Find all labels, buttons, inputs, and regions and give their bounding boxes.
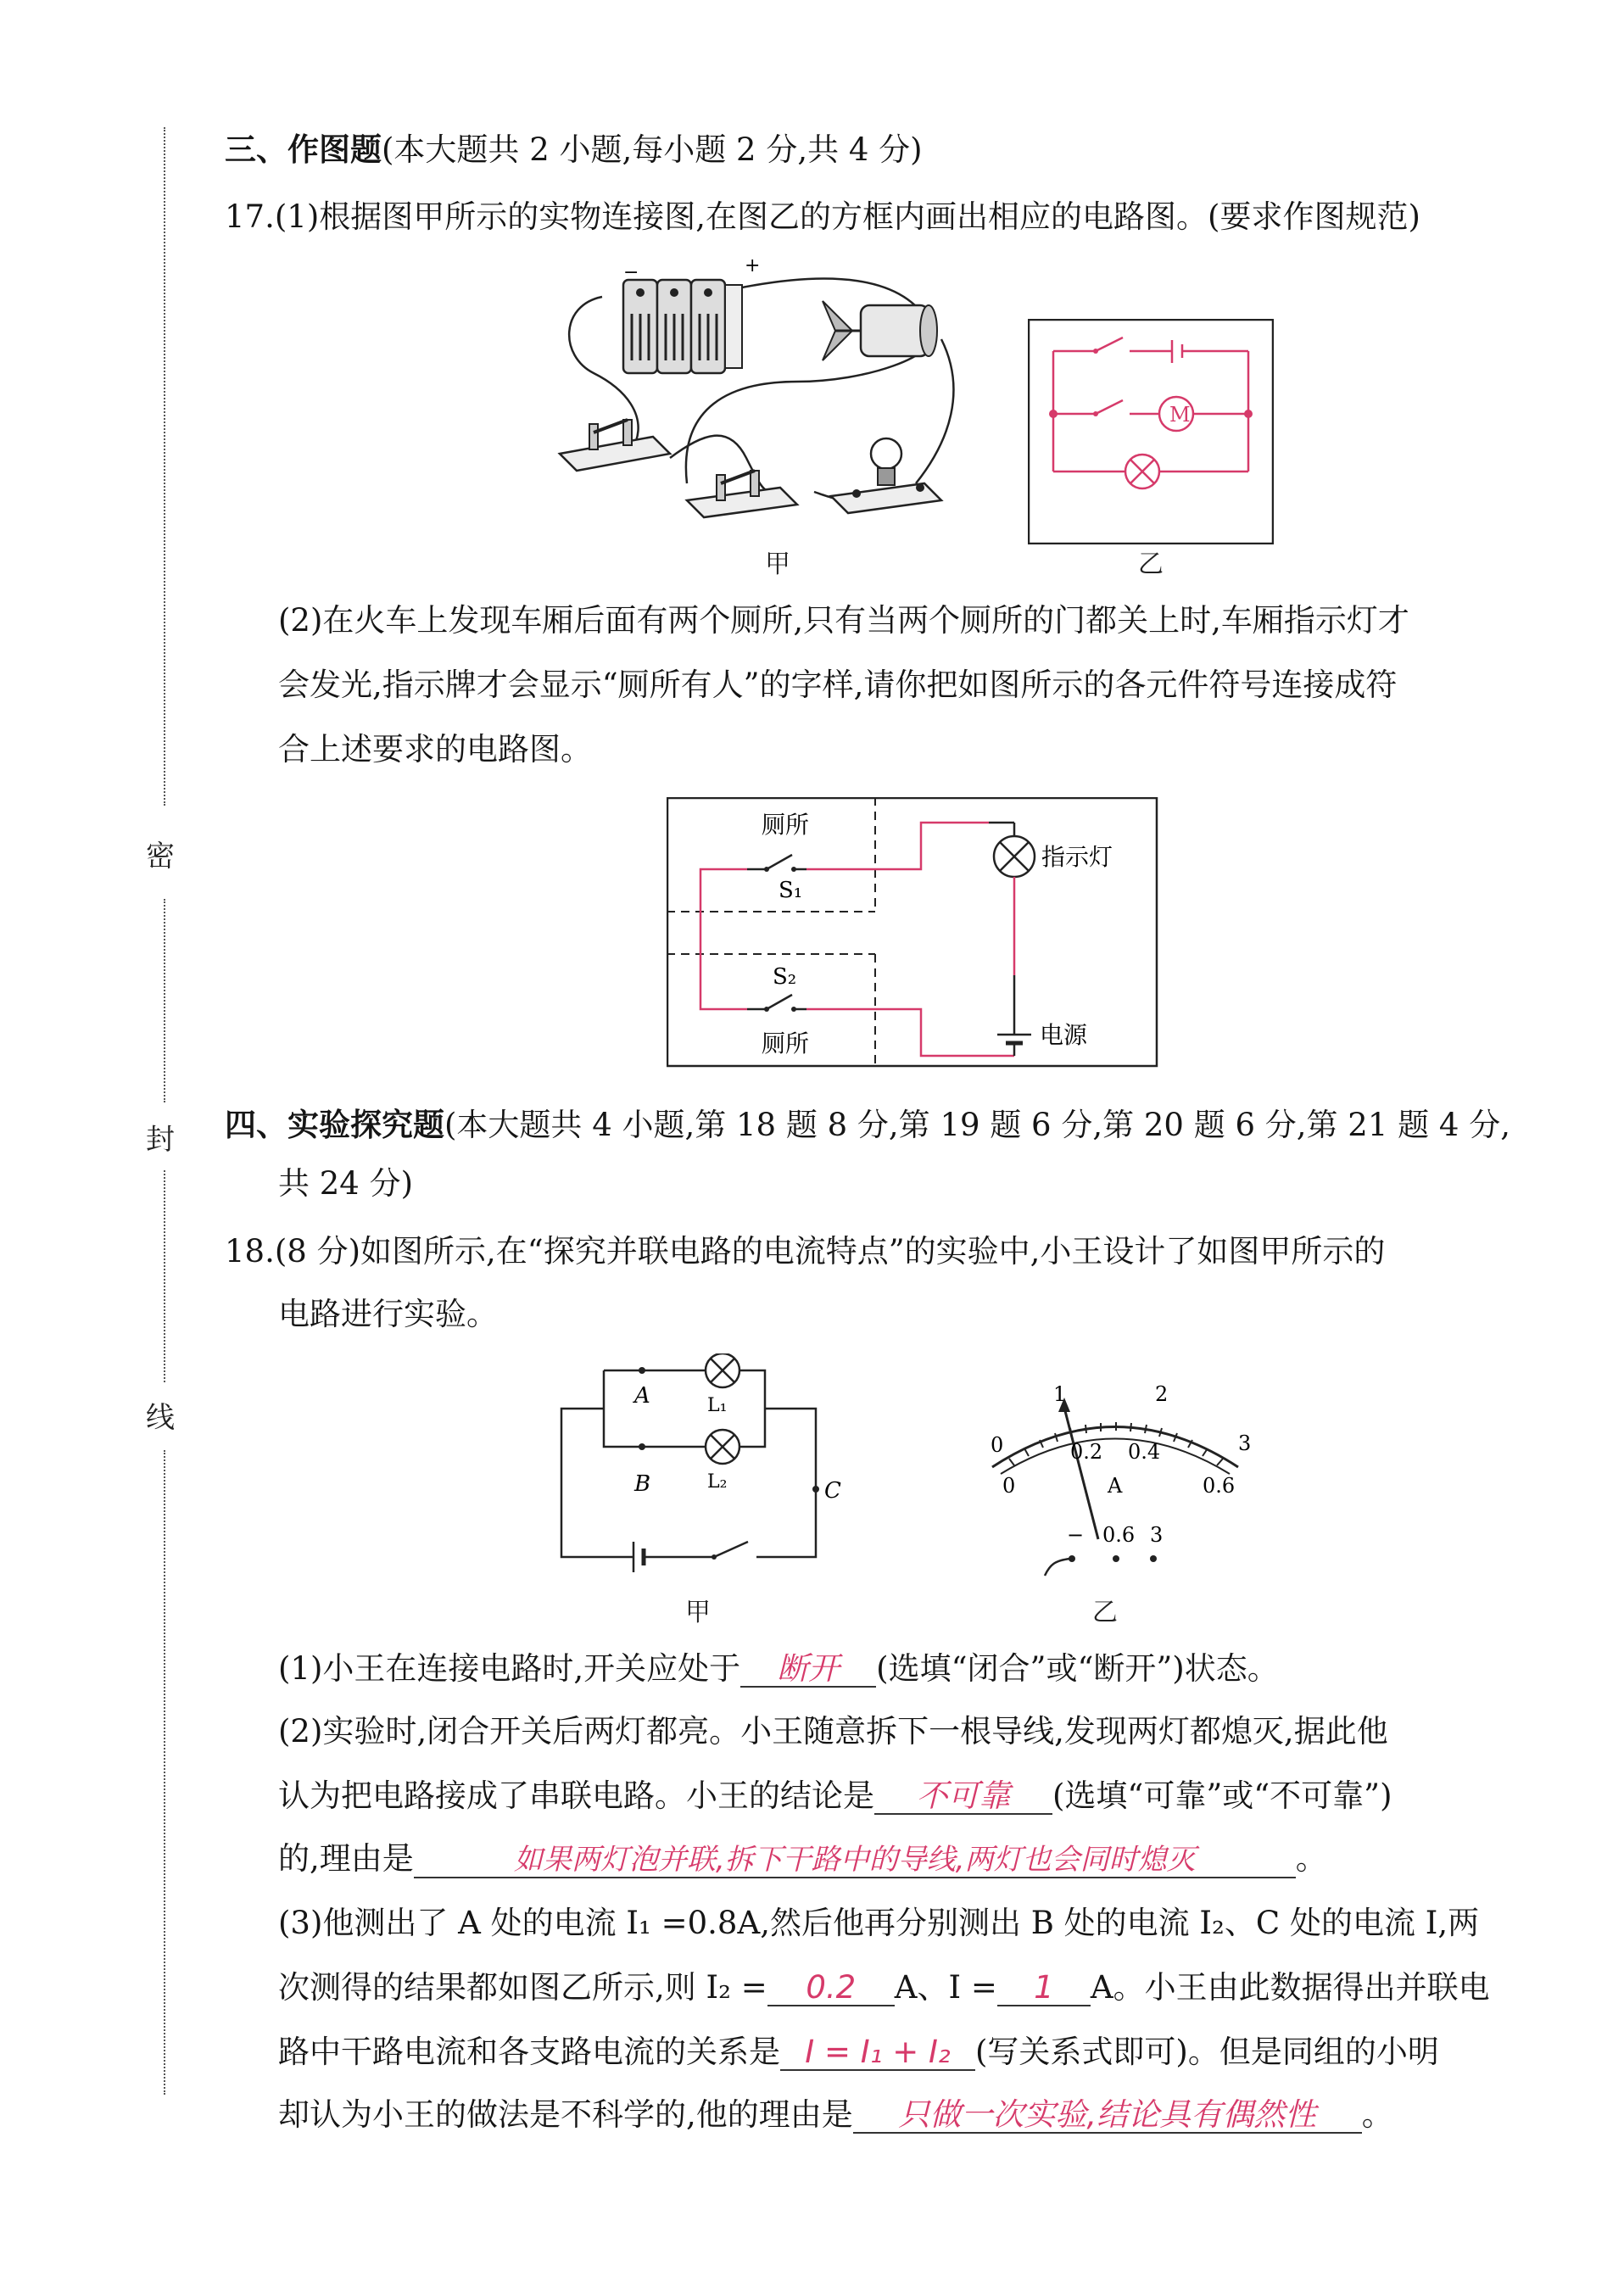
q18-s3-line2: [278, 1967, 1490, 2008]
s2-label: S₂: [773, 964, 797, 990]
q17-fig-right-caption: 乙: [1138, 550, 1164, 579]
meter-top-0: 0: [991, 1433, 1004, 1457]
q18-s2-answer2: 如果两灯泡并联,拆下干路中的导线,两灯也会同时熄灭: [414, 1843, 1296, 1878]
point-a-label: A: [634, 1383, 650, 1409]
q17-toilet-circuit-figure: [667, 797, 1158, 1069]
battery-pack-icon: [623, 280, 742, 373]
q18-s1-pre: (1)小王在连接电路时,开关应处于: [278, 1650, 741, 1687]
seal-mi: 密: [146, 840, 175, 873]
q18-s3-line2-pre: 次测得的结果都如图乙所示,则 I₂ =: [278, 1969, 767, 2006]
s1-label: S₁: [779, 878, 803, 903]
q18-parallel-circuit-figure: [553, 1353, 858, 1582]
q18-s2-answer1: 不可靠: [874, 1779, 1052, 1815]
binding-dotted-line-1: [164, 127, 165, 806]
section3-desc: (本大题共 2 小题,每小题 2 分,共 4 分): [382, 131, 923, 168]
q18-s3-answer4: 只做一次实验,结论具有偶然性: [853, 2098, 1362, 2134]
point-c-label: C: [824, 1478, 841, 1504]
binding-dotted-line-3: [164, 1170, 165, 1382]
seal-feng: 封: [146, 1123, 175, 1157]
binding-dotted-line-4: [164, 1450, 165, 2095]
seal-xian: 线: [146, 1401, 175, 1435]
q18-s2-line3-pre: 的,理由是: [278, 1840, 414, 1877]
q18-intro-line1: 18.(8 分)如图所示,在“探究并联电路的电流特点”的实验中,小王设计了如图甲所示的: [225, 1233, 1386, 1270]
q18-s2-line3: [278, 1839, 1327, 1879]
motor-m-label: M: [1169, 403, 1191, 427]
q18-s3-line4-post: 。: [1361, 2096, 1393, 2133]
meter-bot-04: 0.4: [1128, 1440, 1161, 1464]
q18-s3-answer2: 1: [997, 1971, 1091, 2006]
q18-s2-line2: [278, 1776, 1392, 1816]
q17-part2-line2: 会发光,指示牌才会显示“厕所有人”的字样,请你把如图所示的各元件符号连接成符: [278, 667, 1398, 703]
battery-plus-label: +: [745, 255, 761, 276]
toilet-bottom-label: 厕所: [762, 1030, 810, 1058]
binding-dotted-line-2: [164, 899, 165, 1102]
q18-s3-line3-post: (写关系式即可)。但是同组的小明: [975, 2034, 1439, 2070]
l2-label: L₂: [707, 1471, 728, 1493]
terminal-3-label: 3: [1150, 1523, 1164, 1547]
section4-title: 四、实验探究题: [225, 1106, 444, 1143]
motor-fan-icon: [823, 301, 937, 360]
l1-label: L₁: [707, 1395, 728, 1416]
q18-intro-line2: 电路进行实验。: [278, 1296, 498, 1332]
q17-part2-line1: (2)在火车上发现车厢后面有两个厕所,只有当两个厕所的门都关上时,车厢指示灯才: [278, 602, 1409, 639]
meter-bot-06: 0.6: [1203, 1474, 1236, 1498]
terminal-minus-label: −: [1067, 1523, 1085, 1547]
q17-fig-left-caption: 甲: [765, 550, 790, 579]
q18-s3-answer3: I = I₁ + I₂: [780, 2035, 975, 2071]
q18-s2-line1: (2)实验时,闭合开关后两灯都亮。小王随意拆下一根导线,发现两灯都熄灭,据此他: [278, 1713, 1388, 1749]
q18-s3-line4-pre: 却认为小王的做法是不科学的,他的理由是: [278, 2096, 853, 2133]
q17-schematic-figure: [1028, 319, 1274, 544]
q18-s1-answer: 断开: [740, 1652, 876, 1688]
q18-s1-post: (选填“闭合”或“断开”)状态。: [876, 1650, 1279, 1687]
terminal-06-label: 0.6: [1102, 1523, 1136, 1547]
q18-ammeter-figure: [958, 1374, 1281, 1594]
meter-bot-0: 0: [1002, 1474, 1016, 1498]
meter-top-3: 3: [1238, 1431, 1252, 1455]
q18-s3-line3: [278, 2032, 1439, 2073]
q17-part1: 17.(1)根据图甲所示的实物连接图,在图乙的方框内画出相应的电路图。(要求作图规范): [225, 198, 1420, 235]
switch-2-icon: [687, 471, 797, 517]
point-b-label: B: [634, 1471, 651, 1497]
meter-unit-a: A: [1108, 1474, 1123, 1498]
switch-1-icon: [560, 420, 670, 471]
meter-top-1: 1: [1053, 1382, 1067, 1406]
q17-part2-line3: 合上述要求的电路图。: [278, 731, 592, 767]
q17-physical-circuit-figure: [543, 254, 1018, 534]
section3-heading: [225, 129, 923, 170]
q18-s1: [278, 1649, 1279, 1689]
meter-top-2: 2: [1155, 1382, 1169, 1406]
meter-bot-02: 0.2: [1070, 1440, 1103, 1464]
q18-fig-left-caption: 甲: [685, 1598, 711, 1627]
section3-title: 三、作图题: [225, 131, 382, 168]
indicator-label: 指示灯: [1041, 843, 1113, 871]
q18-s3-line1: (3)他测出了 A 处的电流 I₁ =0.8A,然后他再分别测出 B 处的电流 I₂、C 处的电流 I,两: [278, 1905, 1480, 1941]
section4-heading-line2: 共 24 分): [278, 1165, 414, 1202]
toilet-top-label: 厕所: [762, 811, 810, 839]
bulb-icon: [831, 438, 941, 513]
section4-desc1: (本大题共 4 小题,第 18 题 8 分,第 19 题 6 分,第 20 题 6 分,第 21 题 4 分,: [444, 1107, 1510, 1143]
q18-s3-answer1: 0.2: [767, 1971, 895, 2006]
q18-s3-line2-mid: A、I =: [894, 1969, 997, 2006]
q18-s3-line3-pre: 路中干路电流和各支路电流的关系是: [278, 2034, 780, 2070]
q18-s3-line4: [278, 2095, 1393, 2135]
power-label: 电源: [1040, 1021, 1088, 1049]
q18-s2-line3-post: 。: [1295, 1840, 1327, 1877]
q18-s3-line2-post: A。小王由此数据得出并联电: [1090, 1969, 1490, 2006]
battery-minus-label: −: [623, 262, 639, 283]
q18-s2-line2-post: (选填“可靠”或“不可靠”): [1052, 1777, 1392, 1814]
q18-s2-line2-pre: 认为把电路接成了串联电路。小王的结论是: [278, 1777, 874, 1814]
q18-fig-right-caption: 乙: [1092, 1598, 1118, 1627]
section4-heading-line1: [225, 1104, 1510, 1146]
